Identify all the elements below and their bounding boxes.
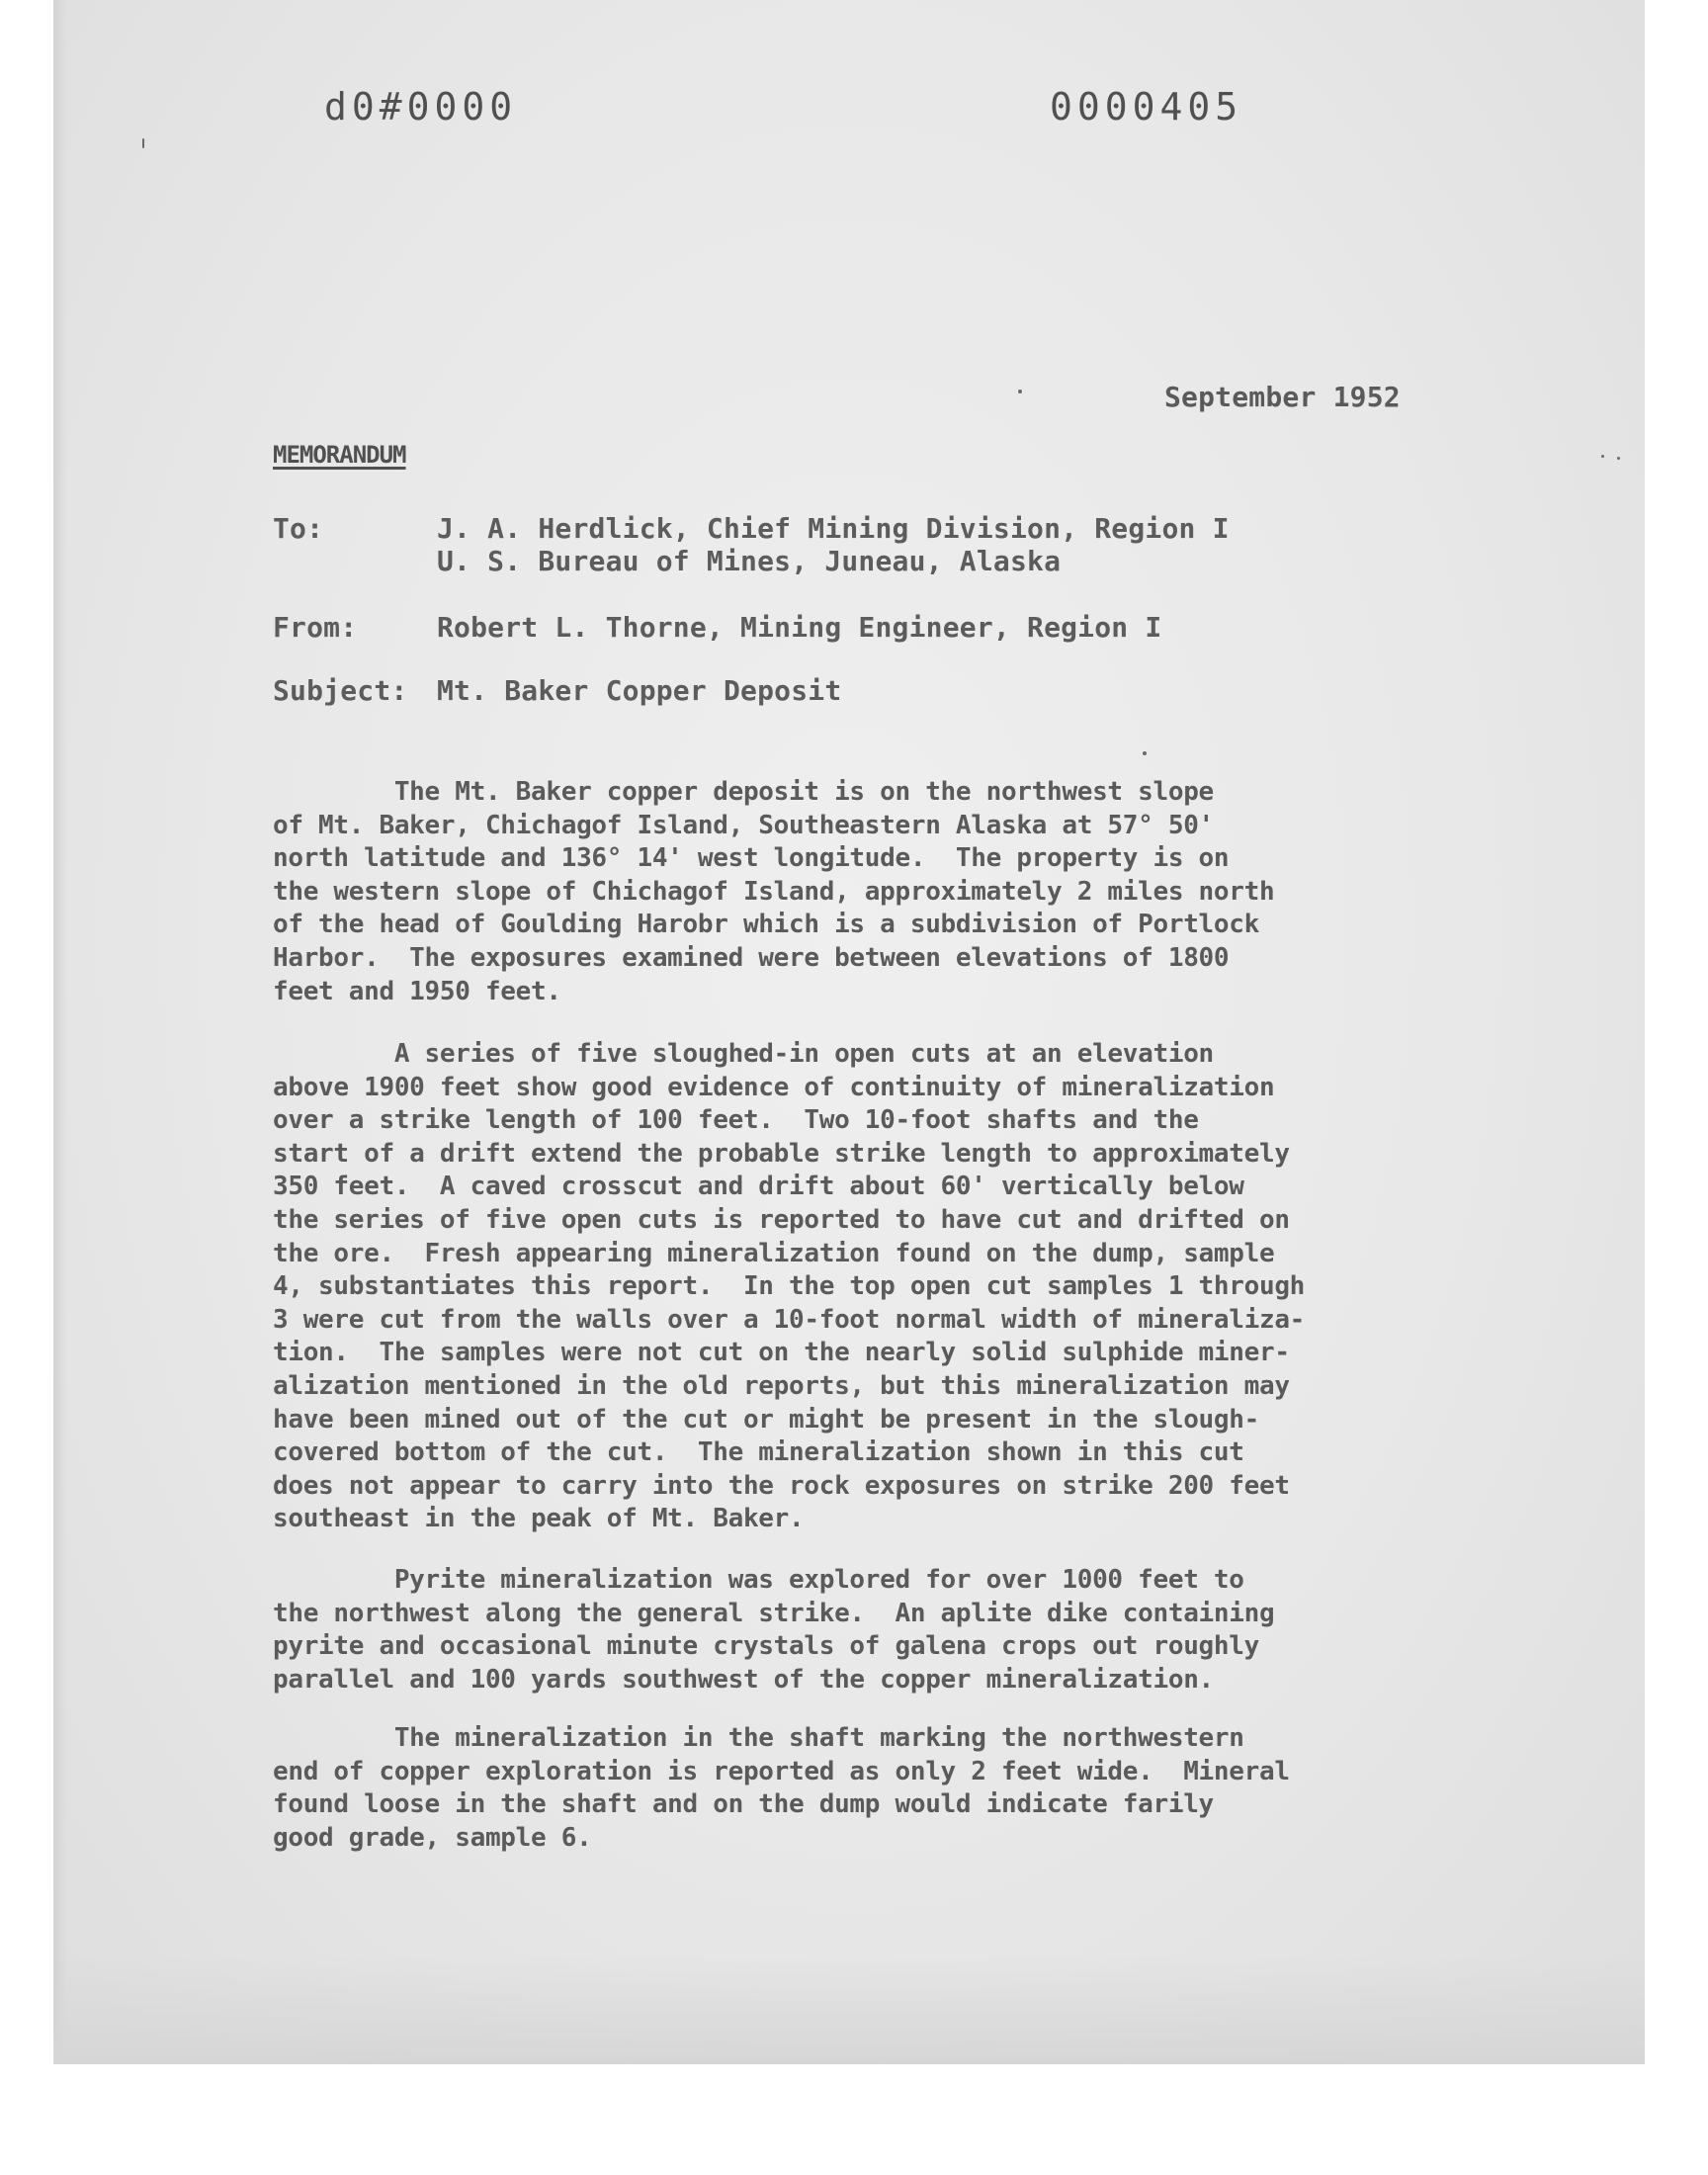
ink-speck xyxy=(1018,390,1022,393)
document-number-stamp-right: 0000405 xyxy=(1050,85,1243,129)
ink-speck xyxy=(1601,455,1604,458)
page-left-edge-shadow xyxy=(53,0,67,2064)
ink-speck xyxy=(1143,751,1147,755)
body-paragraph-location: The Mt. Baker copper deposit is on the northwest slope of Mt. Baker, Chichagof Island, Southeastern Alaska at 57° 50' north latitude and 136° 14' west longitude. The property is on the western slope of Chichagof Island, approximately 2 miles north of the head of Goulding Harobr which is a subdivision of Portlock Harbor. The exposures examined were between elevations of 1800 feet and 1950 feet. xyxy=(273,777,1275,1006)
from-sender: Robert L. Thorne, Mining Engineer, Region I xyxy=(437,611,1162,644)
to-label: To: xyxy=(273,512,324,545)
to-recipient-line2: U. S. Bureau of Mines, Juneau, Alaska xyxy=(437,545,1062,577)
body-paragraph-open-cuts: A series of five sloughed-in open cuts at an elevation above 1900 feet show good evidence of continuity of mineralization over a strike length of 100 feet. Two 10-foot shafts and the start of a drift extend the probable strike length to approximately 350 feet. A caved crosscut and drift about 60' vertically below the series of five open cuts is reported to have cut and drifted on the ore. Fresh appearing mineralization found on the dump, sample 4, substantiates this report. In the top open cut samples 1 through 3 were cut from the walls over a 10-foot normal width of mineraliza- tion. The samples were not cut on the nearly solid sulphide miner- alization mentioned in the old reports, but this mineralization may have been mined out of the cut or might be present in the slough- covered bottom of the cut. The mineralization shown in this cut does not appear to carry into the rock exposures on strike 200 feet southeast in the peak of Mt. Baker. xyxy=(273,1039,1306,1534)
subject-value: Mt. Baker Copper Deposit xyxy=(437,674,842,707)
from-label: From: xyxy=(273,611,358,644)
body-paragraph-shaft: The mineralization in the shaft marking the northwestern end of copper exploration is reported as only 2 feet wide. Mineral found loose in the shaft and on the dump would indicate farily good grade, sample 6. xyxy=(273,1723,1290,1853)
ink-speck xyxy=(1617,457,1620,460)
body-paragraph-pyrite: Pyrite mineralization was explored for over 1000 feet to the northwest along the general strike. An aplite dike containing pyrite and occasional minute crystals of galena crops out roughly parallel and 100 yards southwest of the copper mineralization. xyxy=(273,1565,1275,1695)
ink-speck xyxy=(142,138,144,148)
to-recipient-line1: J. A. Herdlick, Chief Mining Division, Region I xyxy=(437,512,1230,545)
document-number-stamp-left: d0#0000 xyxy=(324,85,518,129)
memo-heading: MEMORANDUM xyxy=(273,441,406,469)
page-bottom-edge-shadow xyxy=(53,1956,1645,2064)
subject-label: Subject: xyxy=(273,674,408,707)
memo-date: September 1952 xyxy=(1164,381,1401,413)
